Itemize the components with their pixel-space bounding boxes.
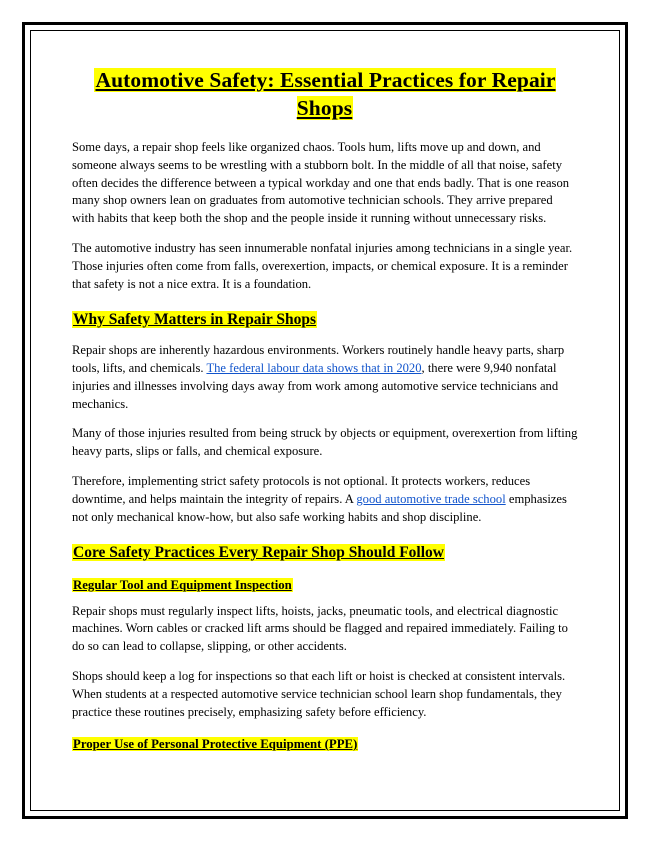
why-safety-paragraph-3: [72, 473, 578, 527]
section-heading-text: Core Safety Practices Every Repair Shop Should Follow: [73, 543, 444, 561]
why-safety-paragraph-1-part-b: , there were 9,940 nonfatal injuries and illnesses involving days away from work among automotive service technicians and mechanics.: [72, 360, 559, 411]
tool-inspection-paragraph-1: Repair shops must regularly inspect lifts, hoists, jacks, pneumatic tools, and electrical diagnostic machines. Worn cables or cracked lift arms should be flagged and repaired immediately. Failing to do so can lead to collapse, slipping, or other accidents.: [72, 603, 568, 654]
subheading-ppe: [72, 736, 578, 753]
why-safety-paragraph-3-part-a: Therefore, implementing strict safety protocols is not optional. It protects workers, reduces downtime, and helps maintain the integrity of repairs. A: [72, 474, 531, 507]
automotive-trade-school-link[interactable]: good automotive trade school: [356, 492, 506, 507]
intro-paragraph-1: Some days, a repair shop feels like organized chaos. Tools hum, lifts move up and down, and someone always seems to be wrestling with a stubborn bolt. In the middle of all that noise, safety often decides the difference between a typical workday and one that ends badly. That is one reason many shop owners lean on graduates from automotive technician schools. They arrive prepared with habits that keep both the shop and the people inside it running without unnecessary risks.: [72, 139, 570, 226]
subheading-regular-tool-inspection: [72, 577, 578, 594]
why-safety-paragraph-3-part-b: emphasizes not only mechanical know-how, but also safe working habits and shop discipline.: [72, 492, 567, 524]
why-safety-paragraph-2: Many of those injuries resulted from being struck by objects or equipment, overexertion from lifting heavy parts, slips or falls, and chemical exposure.: [72, 426, 578, 459]
subheading-text: Regular Tool and Equipment Inspection: [73, 577, 292, 592]
page-title: [72, 66, 578, 123]
tool-inspection-paragraph-2: Shops should keep a log for inspections so that each lift or hoist is checked at consistent intervals. When students at a respected automotive service technician school learn shop fundamentals, they practice these routines precisely, emphasizing safety before efficiency.: [72, 669, 566, 719]
why-safety-paragraph-1-part-a: Repair shops are inherently hazardous environments. Workers routinely handle heavy parts, sharp tools, lifts, and chemicals.: [72, 342, 565, 375]
page-title-text: Automotive Safety: Essential Practices for Repair Shops: [95, 68, 556, 121]
document-content: [72, 66, 578, 761]
federal-labour-data-link[interactable]: The federal labour data shows that in 2020: [206, 360, 422, 375]
section-heading-text: Why Safety Matters in Repair Shops: [73, 310, 316, 328]
subheading-text: Proper Use of Personal Protective Equipment (PPE): [73, 736, 358, 751]
section-heading-core-safety-practices: [72, 543, 578, 563]
section-heading-why-safety-matters: [72, 310, 578, 330]
why-safety-paragraph-1: [72, 342, 578, 414]
intro-paragraph-2: The automotive industry has seen innumerable nonfatal injuries among technicians in a single year. Those injuries often come from falls, overexertion, impacts, or chemical exposure. It is a reminder that safety is not a nice extra. It is a foundation.: [72, 241, 573, 291]
